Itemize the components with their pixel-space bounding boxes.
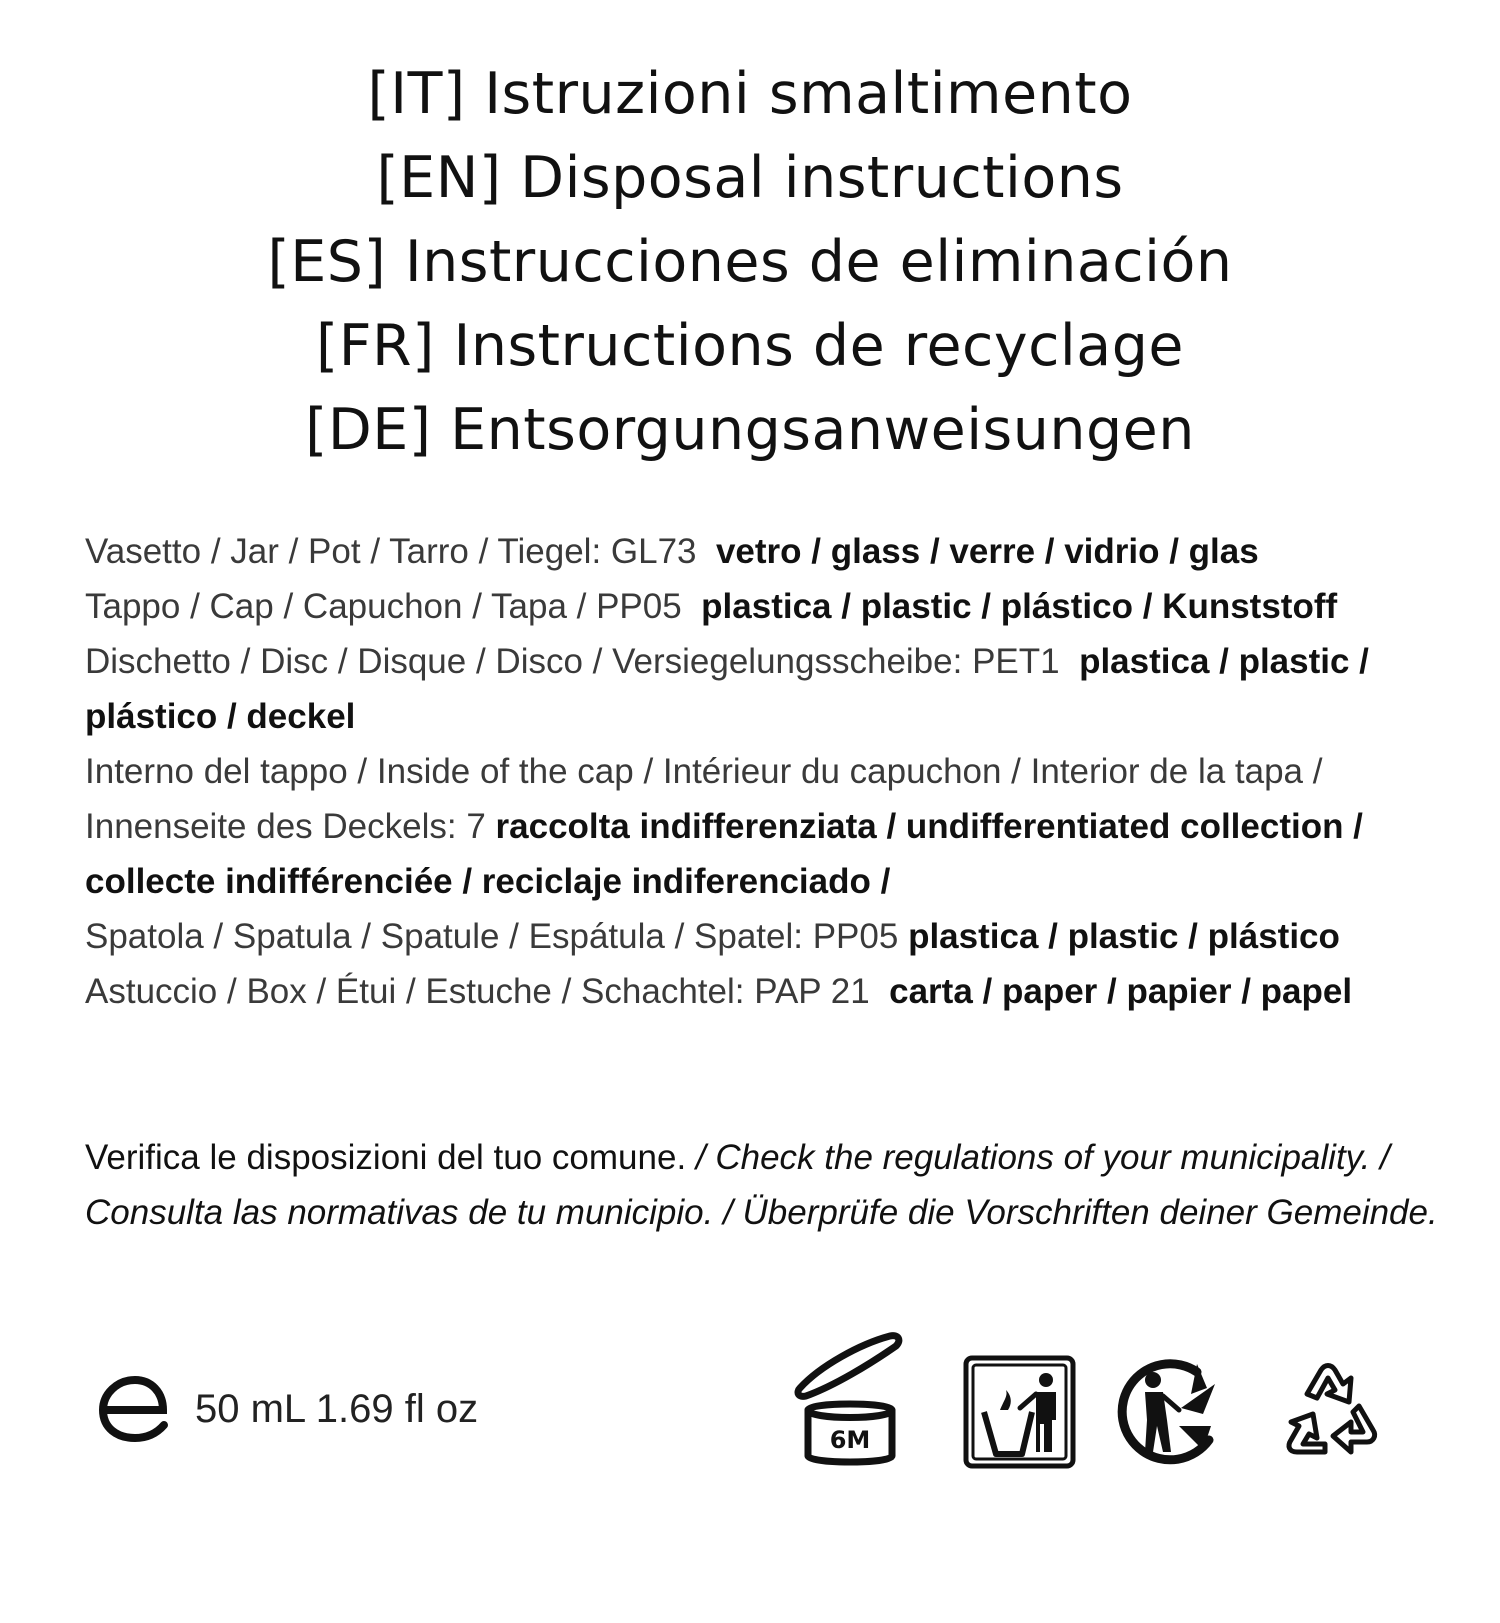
component-material: vetro / glass / verre / vidrio / glas — [715, 532, 1259, 571]
heading-en: [EN] Disposal instructions — [376, 145, 1124, 211]
recycle-icon — [1263, 1344, 1393, 1474]
component-material: plastica / plastic / plástico / deckel — [85, 642, 1369, 736]
notice-it: Verifica le disposizioni del tuo comune. — [85, 1138, 687, 1177]
component-label: Spatola / Spatula / Spatule / Espátula / Spatel: PP05 — [85, 917, 899, 956]
heading-fr: [FR] Instructions de recyclage — [316, 313, 1184, 379]
component-label: Interno del tappo / Inside of the cap / Intérieur du capuchon / Interior de la tapa / Innenseite des Deckels: 7 — [85, 752, 1323, 846]
quantity-label: 50 mL 1.69 fl oz — [195, 1387, 479, 1431]
pao-jar-icon — [790, 1330, 910, 1470]
heading-block — [0, 52, 1500, 472]
component-material: plastica / plastic / plástico — [908, 917, 1340, 956]
notice-translations: / Check the regulations of your municipality. / Consulta las normativas de tu municipio. / Überprüfe die Vorschriften deiner Gemeinde. — [85, 1138, 1438, 1232]
estimated-sign-icon — [97, 1372, 175, 1442]
bin-disposal-icon — [962, 1354, 1077, 1470]
component-label: Astuccio / Box / Étui / Estuche / Schachtel: PAP 21 — [85, 972, 870, 1011]
component-box — [85, 964, 1485, 1019]
component-material: raccolta indifferenziata / undifferentiated collection / collecte indifférenciée / reciclaje indiferenciado / — [85, 807, 1363, 901]
component-spatula — [85, 909, 1485, 964]
municipality-notice — [85, 1130, 1485, 1240]
component-material: carta / paper / papier / papel — [889, 972, 1353, 1011]
component-label: Tappo / Cap / Capuchon / Tapa / PP05 — [85, 587, 682, 626]
component-label: Dischetto / Disc / Disque / Disco / Versiegelungsscheibe: PET1 — [85, 642, 1060, 681]
component-disc — [85, 634, 1485, 744]
pao-label: 6M — [829, 1426, 871, 1454]
component-material: plastica / plastic / plástico / Kunststoff — [701, 587, 1338, 626]
component-jar — [85, 524, 1485, 579]
heading-de: [DE] Entsorgungsanweisungen — [305, 397, 1195, 463]
heading-es: [ES] Instrucciones de eliminación — [267, 229, 1233, 295]
component-list — [85, 524, 1485, 1019]
tidy-man-icon — [1107, 1354, 1225, 1470]
component-label: Vasetto / Jar / Pot / Tarro / Tiegel: GL73 — [85, 532, 697, 571]
component-cap — [85, 579, 1485, 634]
heading-it: [IT] Istruzioni smaltimento — [367, 61, 1133, 127]
component-cap-inside — [85, 744, 1485, 909]
footer — [85, 1320, 1485, 1480]
